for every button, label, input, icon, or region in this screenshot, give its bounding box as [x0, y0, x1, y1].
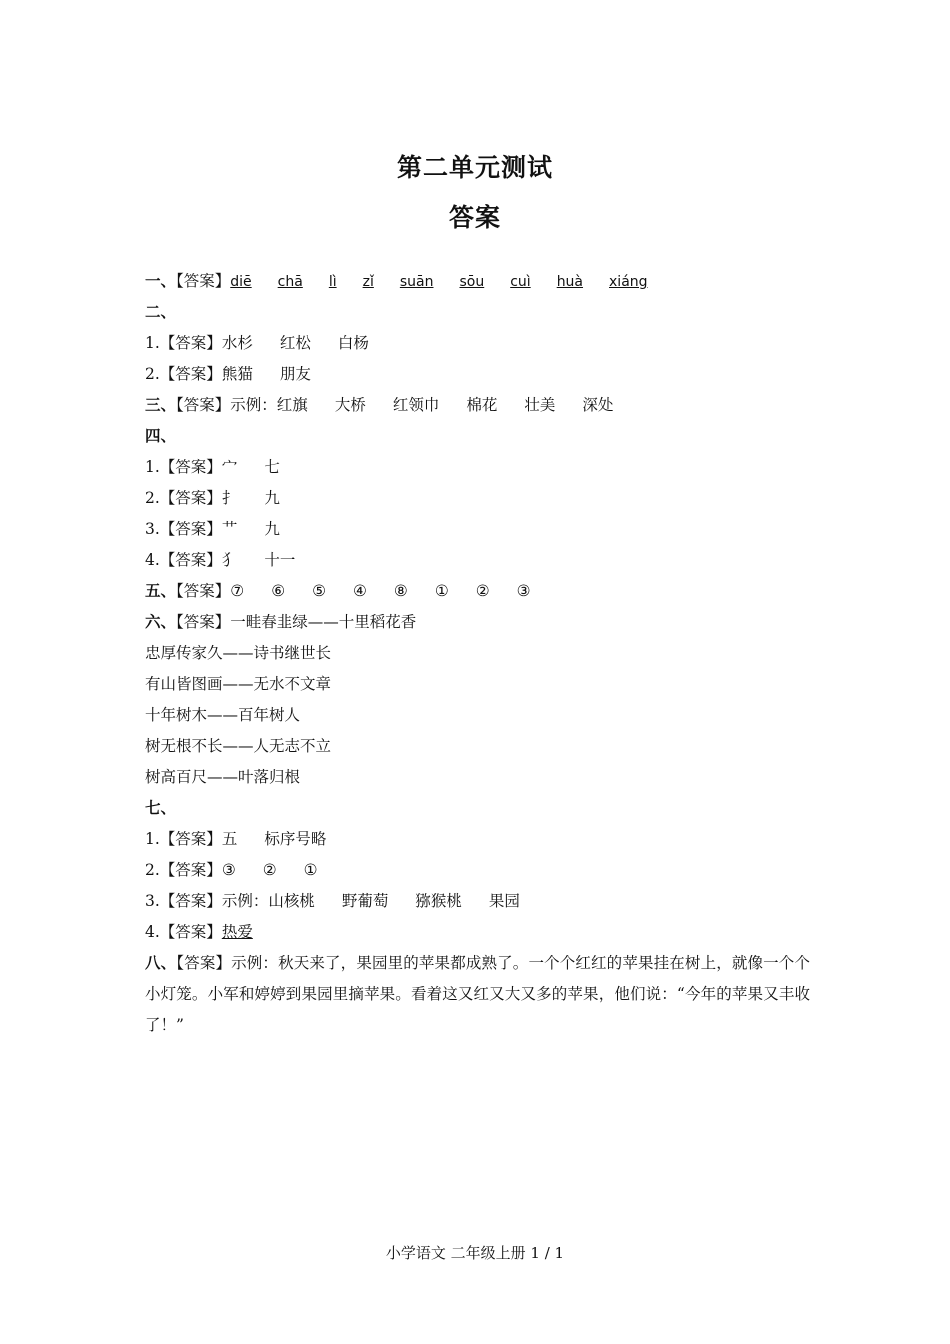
section-8 — [145, 948, 810, 1041]
answer-item: 九 — [264, 520, 280, 538]
pinyin-answer: suān — [399, 274, 434, 290]
answer-item: 九 — [264, 489, 280, 507]
question-row — [145, 917, 810, 948]
section-6 — [145, 607, 810, 638]
question-row — [145, 328, 810, 359]
question-row — [145, 359, 810, 390]
answer-item: 五 — [221, 830, 238, 848]
answer-tag: 【答案】 — [159, 458, 222, 476]
question-row — [145, 855, 810, 886]
answer-item: ⑦ — [230, 582, 245, 600]
answer-item: 熊猫 — [221, 365, 253, 383]
answer-item: 十一 — [264, 551, 296, 569]
answer-item: ③ — [516, 582, 531, 600]
example-prefix: 示例： — [221, 892, 269, 910]
answer-item: 壮美 — [524, 396, 556, 414]
couplet-line: 树无根不长——人无志不立 — [145, 737, 332, 755]
sample-essay: 示例：秋天来了，果园里的苹果都成熟了。一个个红红的苹果挂在树上，就像一个个小灯笼。小军和婷婷到果园里摘苹果。看着这又红又大又多的苹果，他们说：“今年的苹果又丰收了！” — [145, 954, 810, 1034]
pinyin-answer: zǐ — [362, 274, 374, 290]
answer-tag: 【答案】 — [159, 923, 222, 941]
answer-tag: 【答案】 — [159, 365, 222, 383]
couplet-line: 一畦春韭绿——十里稻花香 — [230, 613, 417, 631]
page-title: 第二单元测试 — [396, 153, 553, 182]
page-subtitle: 答案 — [448, 203, 501, 232]
section-label: 六、 — [145, 613, 177, 631]
section-label: 一、 — [145, 272, 177, 290]
answer-item: 艹 — [221, 520, 238, 538]
section-3 — [145, 390, 810, 421]
answer-item: 棉花 — [466, 396, 498, 414]
answer-item: 大桥 — [334, 396, 366, 414]
answer-item: ④ — [353, 582, 367, 600]
answer-item: 白杨 — [337, 334, 369, 352]
pinyin-answer: diē — [230, 274, 252, 290]
answer-item: 七 — [264, 458, 280, 476]
couplet-line: 有山皆图画——无水不文章 — [145, 675, 332, 693]
answer-item: 猕猴桃 — [415, 892, 462, 910]
answer-tag: 【答案】 — [176, 582, 231, 600]
answer-tag: 【答案】 — [176, 396, 231, 414]
answer-tag: 【答案】 — [159, 892, 222, 910]
question-number: 1. — [145, 830, 160, 848]
question-row — [145, 514, 810, 545]
answer-tag: 【答案】 — [159, 551, 222, 569]
pinyin-answer: xiáng — [609, 274, 648, 290]
section-7-heading: 七、 — [145, 799, 177, 817]
section-label: 八、 — [145, 954, 177, 972]
answer-item: 野葡萄 — [341, 892, 389, 910]
couplet-line: 忠厚传家久——诗书继世长 — [145, 644, 332, 662]
question-number: 4. — [145, 923, 160, 941]
answer-item: ⑧ — [393, 582, 408, 600]
question-number: 3. — [145, 892, 160, 910]
section-5 — [145, 576, 810, 607]
question-row — [145, 824, 810, 855]
section-4-heading: 四、 — [145, 427, 177, 445]
answer-item: 果园 — [488, 892, 520, 910]
answer-item: 山核桃 — [268, 892, 315, 910]
answer-item: ② — [262, 861, 277, 879]
section-2-heading: 二、 — [145, 303, 177, 321]
section-label: 三、 — [145, 396, 177, 414]
couplet-line: 树高百尺——叶落归根 — [145, 768, 301, 786]
answer-item: ③ — [221, 861, 236, 879]
question-number: 1. — [145, 334, 160, 352]
answer-item: 热爱 — [221, 923, 253, 941]
section-1 — [145, 266, 810, 297]
answer-tag: 【答案】 — [159, 489, 222, 507]
pinyin-answer: chā — [277, 274, 303, 290]
pinyin-answer: cuì — [510, 274, 531, 290]
answer-tag: 【答案】 — [159, 334, 222, 352]
question-number: 1. — [145, 458, 160, 476]
answer-item: 红松 — [279, 334, 311, 352]
page-footer: 小学语文 二年级上册 1 / 1 — [385, 1244, 565, 1262]
answer-item: 红领巾 — [392, 396, 440, 414]
question-number: 2. — [145, 861, 160, 879]
answer-item: ⑥ — [271, 582, 286, 600]
answer-item: ② — [475, 582, 490, 600]
question-row — [145, 483, 810, 514]
answer-item: ① — [303, 861, 318, 879]
example-prefix: 示例： — [230, 396, 277, 414]
answer-item: 犭 — [221, 551, 238, 569]
answer-item: ⑤ — [312, 582, 326, 600]
answer-item: ① — [434, 582, 449, 600]
answer-item: 扌 — [221, 489, 238, 507]
question-row — [145, 886, 810, 917]
question-row — [145, 452, 810, 483]
pinyin-answer: huà — [556, 274, 584, 290]
couplet-line: 十年树木——百年树人 — [145, 706, 301, 724]
answer-item: 红旗 — [276, 396, 308, 414]
answer-item: 宀 — [221, 458, 238, 476]
answer-item: 深处 — [582, 396, 614, 414]
pinyin-answer: sōu — [459, 274, 485, 290]
answer-tag: 【答案】 — [159, 830, 222, 848]
question-number: 3. — [145, 520, 160, 538]
answer-tag: 【答案】 — [176, 613, 231, 631]
answer-item: 标序号略 — [264, 830, 327, 848]
answer-item: 朋友 — [279, 365, 311, 383]
answer-tag: 【答案】 — [159, 520, 222, 538]
question-row — [145, 545, 810, 576]
answer-tag: 【答案】 — [159, 861, 222, 879]
pinyin-answer: lì — [328, 274, 337, 290]
answer-item: 水杉 — [221, 334, 253, 352]
question-number: 2. — [145, 489, 160, 507]
answer-tag: 【答案】 — [176, 272, 231, 290]
answer-tag: 【答案】 — [176, 954, 232, 972]
question-number: 2. — [145, 365, 160, 383]
section-label: 五、 — [145, 582, 177, 600]
answer-content — [145, 266, 810, 1041]
question-number: 4. — [145, 551, 160, 569]
